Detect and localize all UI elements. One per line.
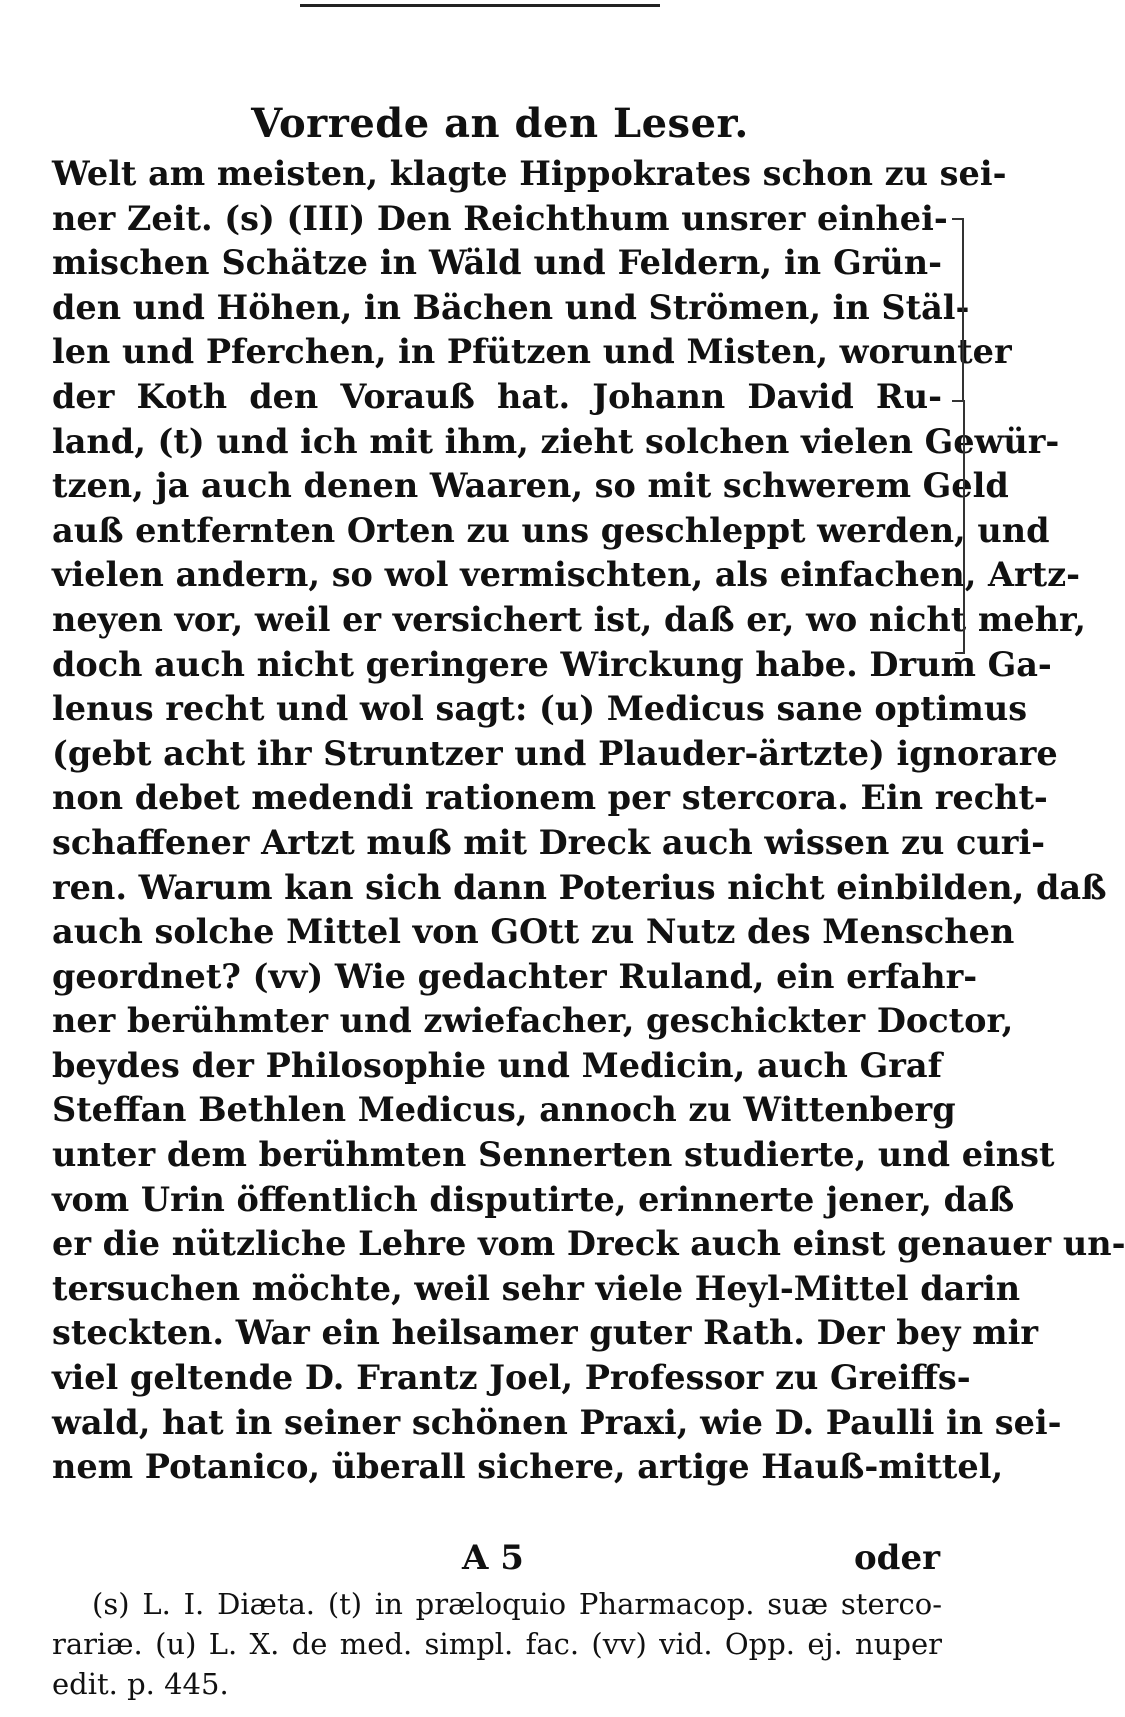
body-line: ren. Warum kan sich dann Poterius nicht einbilden, daß	[52, 867, 1107, 907]
margin-bracket-lower	[955, 400, 965, 654]
body-line: auß entfernten Orten zu uns geschleppt werden, und	[52, 510, 1050, 550]
body-line: ner Zeit. (s) (III) Den Reichthum unsrer einhei-	[52, 198, 948, 238]
body-line: Welt am meisten, klagte Hippokrates schon zu sei-	[52, 154, 1007, 193]
body-line: er die nützliche Lehre vom Dreck auch einst genauer un-	[52, 1224, 1125, 1264]
catchword: oder	[854, 1538, 940, 1578]
footnote-line: edit. p. 445.	[52, 1667, 229, 1701]
body-line: beydes der Philosophie und Medicin, auch Graf	[52, 1045, 942, 1085]
body-line: vielen andern, so wol vermischten, als einfachen, Artz-	[52, 555, 1081, 595]
body-line: Steffan Bethlen Medicus, annoch zu Wittenberg	[52, 1090, 956, 1130]
body-line: nem Potanico, überall sichere, artige Hauß-mittel,	[52, 1447, 1004, 1487]
body-line: den und Höhen, in Bächen und Strömen, in Stäl-	[52, 287, 970, 327]
body-line: (gebt acht ihr Struntzer und Plauder-ärtzte) ignorare	[52, 733, 1058, 773]
body-line: doch auch nicht geringere Wirckung habe. Drum Ga-	[52, 644, 1052, 684]
body-line: land, (t) und ich mit ihm, zieht solchen vielen Gewür-	[52, 421, 1060, 461]
body-line: mischen Schätze in Wäld und Feldern, in Grün-	[52, 243, 942, 283]
body-line: ner berühmter und zwiefacher, geschickter Doctor,	[52, 1001, 1014, 1041]
footnotes	[52, 1584, 942, 1704]
page-header: Vorrede an den Leser.	[251, 100, 749, 147]
body-line: steckten. War ein heilsamer guter Rath. Der bey mir	[52, 1313, 1038, 1353]
body-line: vom Urin öffentlich disputirte, erinnerte jener, daß	[52, 1179, 1015, 1219]
body-line: auch solche Mittel von GOtt zu Nutz des Menschen	[52, 912, 1015, 952]
body-line: schaffener Artzt muß mit Dreck auch wissen zu curi-	[52, 822, 1046, 862]
body-line: non debet medendi rationem per stercora. Ein recht-	[52, 778, 1048, 818]
body-text	[52, 152, 1125, 1490]
body-line: neyen vor, weil er versichert ist, daß er, wo nicht mehr,	[52, 599, 1086, 639]
body-line: wald, hat in seiner schönen Praxi, wie D. Paulli in sei-	[52, 1402, 1062, 1442]
signature-mark: A 5	[462, 1538, 524, 1578]
body-line: tersuchen möchte, weil sehr viele Heyl-Mittel darin	[52, 1268, 1021, 1308]
body-line: geordnet? (vv) Wie gedachter Ruland, ein erfahr-	[52, 956, 978, 996]
body-line: unter dem berühmten Sennerten studierte, und einst	[52, 1135, 1055, 1175]
footnote-line: rariæ. (u) L. X. de med. simpl. fac. (vv) vid. Opp. ej. nuper	[52, 1627, 942, 1661]
body-line: viel geltende D. Frantz Joel, Professor zu Greiffs-	[52, 1358, 971, 1398]
margin-bracket-upper	[952, 218, 964, 402]
body-line: tzen, ja auch denen Waaren, so mit schwerem Geld	[52, 466, 1009, 506]
top-rule	[300, 4, 660, 7]
body-line: der Koth den Vorauß hat. Johann David Ru-	[52, 376, 942, 416]
body-line: lenus recht und wol sagt: (u) Medicus sane optimus	[52, 689, 1028, 729]
footnote-line: (s) L. I. Diæta. (t) in præloquio Pharmacop. suæ sterco-	[92, 1587, 942, 1621]
body-line: len und Pferchen, in Pfützen und Misten, worunter	[52, 332, 1012, 372]
